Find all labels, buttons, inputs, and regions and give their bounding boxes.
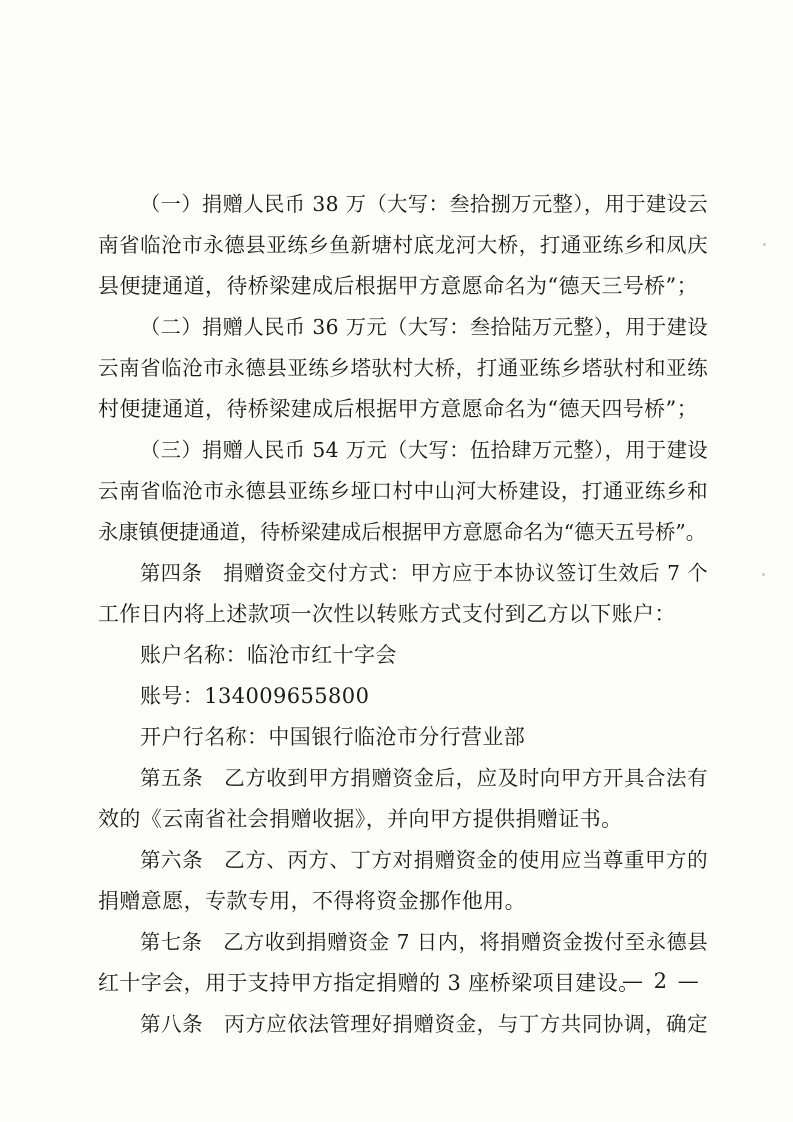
page-number: — 2 — — [622, 969, 701, 993]
paragraph-line: 第八条 丙方应依法管理好捐赠资金，与丁方共同协调，确定 — [140, 1012, 708, 1036]
account-number-line: 账号：134009655800 — [140, 684, 370, 708]
scan-speck — [763, 243, 766, 246]
paragraph-line: （三）捐赠人民币 54 万元（大写：伍拾肆万元整），用于建设 — [140, 438, 708, 462]
paragraph-line: 第七条 乙方收到捐赠资金 7 日内，将捐赠资金拨付至永德县 — [140, 930, 708, 954]
paragraph-line: 工作日内将上述款项一次性以转账方式支付到乙方以下账户： — [98, 602, 676, 626]
document-body — [98, 184, 708, 1045]
bank-name-line: 开户行名称：中国银行临沧市分行营业部 — [140, 725, 526, 749]
paragraph-line: （二）捐赠人民币 36 万元（大写：叁拾陆万元整），用于建设 — [140, 315, 708, 339]
paragraph-line: 第六条 乙方、丙方、丁方对捐赠资金的使用应当尊重甲方的 — [140, 848, 708, 872]
paragraph-line: 云南省临沧市永德县亚练乡垭口村中山河大桥建设，打通亚练乡和 — [98, 479, 708, 503]
paragraph-line: 效的《云南省社会捐赠收据》，并向甲方提供捐赠证书。 — [98, 807, 623, 831]
paragraph-line: 村便捷通道，待桥梁建成后根据甲方意愿命名为“德天四号桥”； — [98, 397, 699, 421]
paragraph-line: 永康镇便捷通道，待桥梁建成后根据甲方意愿命名为“德天五号桥”。 — [98, 520, 706, 544]
paragraph-line: 县便捷通道，待桥梁建成后根据甲方意愿命名为“德天三号桥”； — [98, 274, 699, 298]
paragraph-line: 红十字会，用于支持甲方指定捐赠的 3 座桥梁项目建设。 — [98, 971, 640, 995]
paragraph-line: 第五条 乙方收到甲方捐赠资金后，应及时向甲方开具合法有 — [140, 766, 708, 790]
paragraph-line: 云南省临沧市永德县亚练乡塔驮村大桥，打通亚练乡塔驮村和亚练 — [98, 356, 708, 380]
scan-speck — [762, 573, 765, 576]
paragraph-line: （一）捐赠人民币 38 万（大写：叁拾捌万元整），用于建设云 — [140, 192, 708, 216]
paragraph-line: 南省临沧市永德县亚练乡鱼新塘村底龙河大桥，打通亚练乡和凤庆 — [98, 233, 708, 257]
account-name-line: 账户名称：临沧市红十字会 — [140, 643, 397, 667]
paragraph-line: 捐赠意愿，专款专用，不得将资金挪作他用。 — [98, 889, 526, 913]
paragraph-line: 第四条 捐赠资金交付方式：甲方应于本协议签订生效后 7 个 — [140, 561, 708, 585]
